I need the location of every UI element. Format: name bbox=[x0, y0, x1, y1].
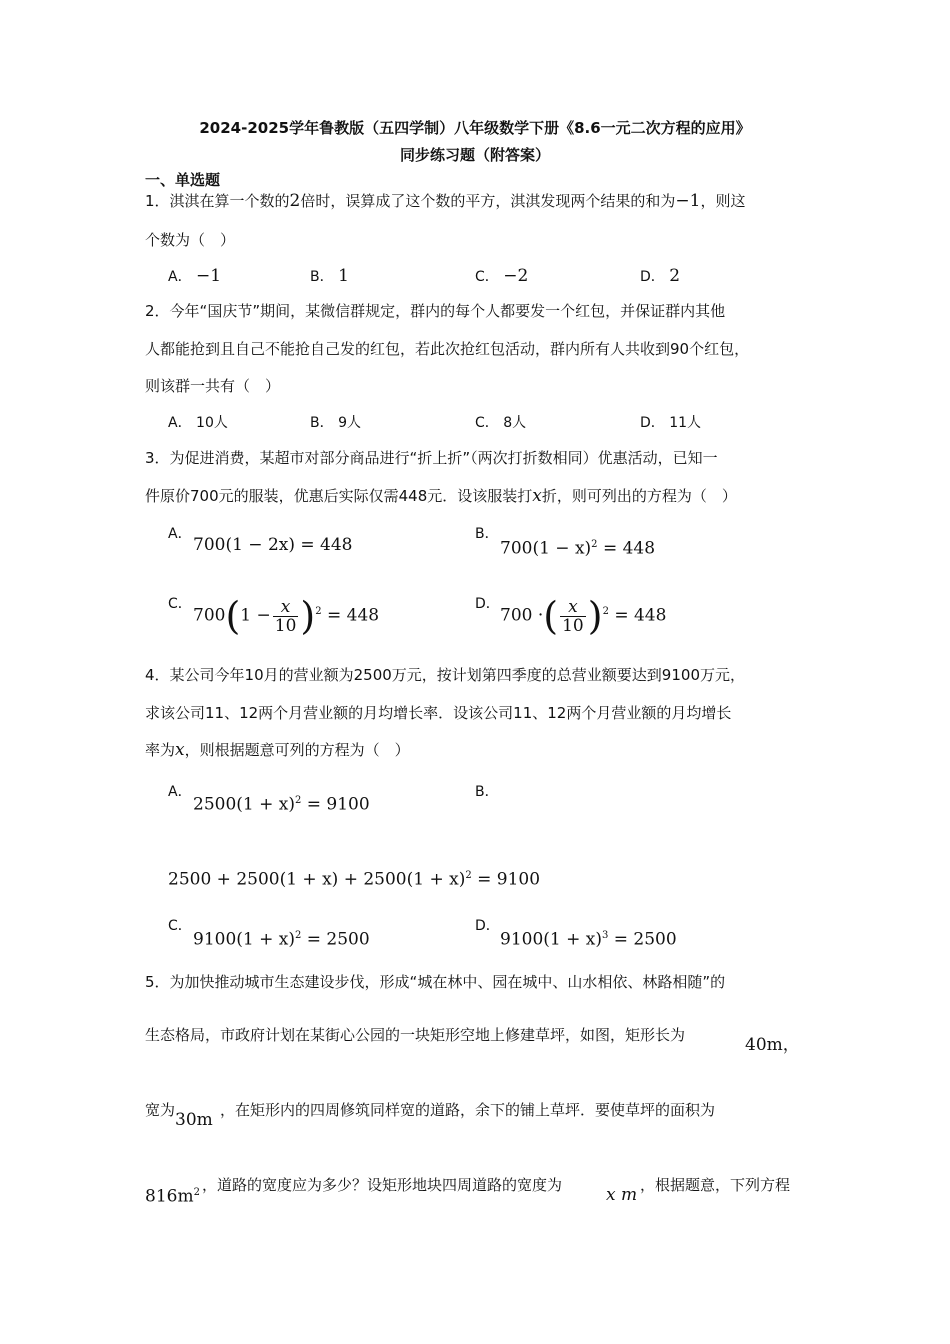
q2-option-a[interactable]: A． 10人 bbox=[168, 415, 228, 431]
question-5-line4a: ，道路的宽度应为多少？设矩形地块四周道路的宽度为 bbox=[202, 1176, 563, 1194]
question-2-line2: 人都能抢到且自己不能抢自己发的红包，若此次抢红包活动，群内所有人共收到90个红包， bbox=[145, 340, 750, 358]
q3-option-d-equation: 700 ·( $\frac{x}{10}$ )$^2$ = 448 bbox=[500, 594, 667, 639]
q1-option-c[interactable]: C． −2 bbox=[475, 266, 529, 286]
question-4-line3: 率为x，则根据题意可列的方程为（ ） bbox=[145, 740, 410, 760]
question-2-line3: 则该群一共有（ ） bbox=[145, 377, 281, 395]
q2-option-b[interactable]: B． 9人 bbox=[310, 415, 361, 431]
document-title-line2: 同步练习题（附答案） bbox=[399, 146, 550, 164]
question-5-line1: 5．为加快推动城市生态建设步伐，形成“城在林中、园在城中、山水相依、林路相随”的 bbox=[145, 973, 726, 991]
q4-option-c-equation: $9100(1 + x)^2 = 2500$ bbox=[193, 929, 370, 950]
q4-option-a-equation: $2500(1 + x)^2 = 9100$ bbox=[193, 794, 370, 815]
q3-option-b-equation: $700(1 - x)^2 = 448$ bbox=[500, 538, 656, 559]
q5-width-value: 30m bbox=[175, 1110, 213, 1130]
q4-option-c-label[interactable]: C． bbox=[168, 918, 192, 934]
question-5-line3b: ，在矩形内的四周修筑同样宽的道路，余下的铺上草坪．要使草坪的面积为 bbox=[220, 1101, 716, 1119]
q4-option-d-equation: $9100(1 + x)^3 = 2500$ bbox=[500, 929, 677, 950]
document-title-line1: 2024-2025学年鲁教版（五四学制）八年级数学下册《8.6一元二次方程的应用》 bbox=[199, 119, 751, 137]
question-2-line1: 2．今年“国庆节”期间，某微信群规定，群内的每个人都要发一个红包，并保证群内其他 bbox=[145, 302, 726, 320]
q4-option-d-label[interactable]: D． bbox=[475, 918, 500, 934]
q3-option-b-label[interactable]: B． bbox=[475, 526, 499, 542]
q5-area-value: $816m^2$ bbox=[145, 1186, 200, 1207]
q1-option-b[interactable]: B． 1 bbox=[310, 266, 349, 286]
question-1-line2: 个数为（ ） bbox=[145, 231, 236, 249]
q4-option-a-label[interactable]: A． bbox=[168, 784, 192, 800]
question-4-line1: 4．某公司今年10月的营业额为2500万元，按计划第四季度的总营业额要达到9100万元， bbox=[145, 666, 745, 684]
q3-option-d-label[interactable]: D． bbox=[475, 596, 500, 612]
question-5-line4b: ，根据题意，下列方程 bbox=[640, 1176, 791, 1194]
question-5-line2: 生态格局，市政府计划在某街心公园的一块矩形空地上修建草坪，如图，矩形长为 bbox=[145, 1026, 686, 1044]
question-3-line1: 3．为促进消费，某超市对部分商品进行“折上折”（两次打折数相同）优惠活动，已知一 bbox=[145, 449, 718, 467]
q3-option-c-equation: 700(1 − $\frac{x}{10}$ )$^2$ = 448 bbox=[193, 594, 380, 639]
q3-option-c-label[interactable]: C． bbox=[168, 596, 192, 612]
q4-option-b-equation: $2500 + 2500(1 + x) + 2500(1 + x)^2 = 9100$ bbox=[168, 869, 541, 890]
q5-length-value: 40m， bbox=[745, 1035, 800, 1055]
q5-road-width-var: x m bbox=[606, 1185, 638, 1205]
question-5-line3a: 宽为 bbox=[145, 1101, 176, 1119]
q3-option-a-equation: 700(1 − 2x) = 448 bbox=[193, 535, 353, 555]
q4-option-b-label[interactable]: B． bbox=[475, 784, 499, 800]
section-heading: 一、单选题 bbox=[145, 171, 221, 189]
q1-option-a[interactable]: A． −1 bbox=[168, 266, 222, 286]
q1-option-d[interactable]: D． 2 bbox=[640, 266, 681, 286]
question-1-line1: 1．淇淇在算一个数的2倍时，误算成了这个数的平方，淇淇发现两个结果的和为−1，则这 bbox=[145, 191, 746, 211]
q3-option-a-label[interactable]: A． bbox=[168, 526, 192, 542]
question-3-line2: 件原价700元的服装，优惠后实际仅需448元．设该服装打x折，则可列出的方程为（ ） bbox=[145, 486, 737, 506]
q2-option-d[interactable]: D． 11人 bbox=[640, 415, 702, 431]
q2-option-c[interactable]: C． 8人 bbox=[475, 415, 527, 431]
question-4-line2: 求该公司11、12两个月营业额的月均增长率．设该公司11、12两个月营业额的月均增长 bbox=[145, 704, 732, 722]
